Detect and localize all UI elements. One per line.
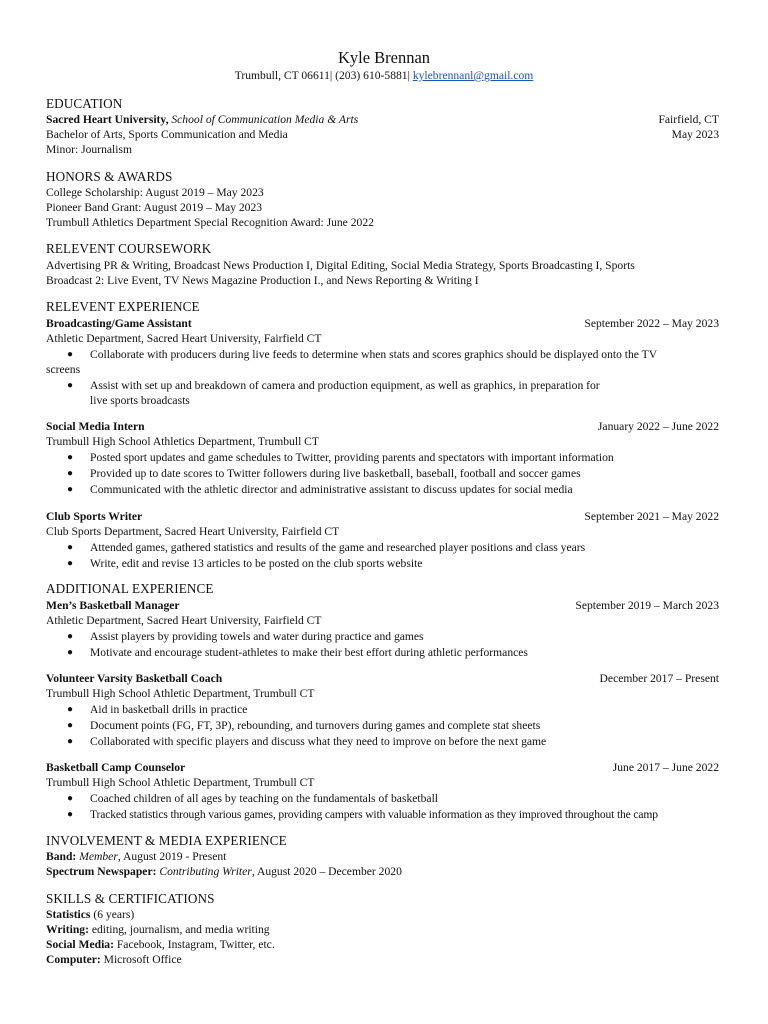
skill-detail: Facebook, Instagram, Twitter, etc. bbox=[113, 938, 275, 951]
job-dates: January 2022 – June 2022 bbox=[597, 420, 719, 433]
job-bullet: Attended games, gathered statistics and results of the game and researched player positions and class years bbox=[90, 541, 586, 554]
experience-heading: RELEVENT EXPERIENCE bbox=[46, 299, 200, 314]
job-organization: Athletic Department, Sacred Heart University, Fairfield CT bbox=[46, 332, 322, 345]
job-dates: September 2019 – March 2023 bbox=[575, 599, 719, 612]
job-organization: Trumbull High School Athletics Department, Trumbull CT bbox=[46, 435, 320, 448]
bullet-icon: ● bbox=[67, 380, 74, 391]
job-bullet: Document points (FG, FT, 3P), rebounding, and turnovers during games and complete stat sheets bbox=[90, 719, 541, 732]
job-bullet-continuation: live sports broadcasts bbox=[90, 394, 190, 407]
skill-label: Social Media: bbox=[46, 938, 114, 951]
honors-heading: HONORS & AWARDS bbox=[46, 169, 173, 184]
skill-label: Statistics bbox=[46, 908, 91, 921]
job-organization: Trumbull High School Athletic Department, Trumbull CT bbox=[46, 687, 315, 700]
bullet-icon: ● bbox=[67, 720, 74, 731]
bullet-icon: ● bbox=[67, 349, 74, 360]
resume-name: Kyle Brennan bbox=[337, 48, 431, 67]
contact-line bbox=[0, 68, 768, 83]
skill-item bbox=[46, 907, 134, 922]
bullet-icon: ● bbox=[67, 468, 74, 479]
bullet-icon: ● bbox=[67, 484, 74, 495]
education-degree: Bachelor of Arts, Sports Communication and Media bbox=[46, 128, 288, 141]
job-title: Social Media Intern bbox=[46, 420, 145, 433]
job-organization: Athletic Department, Sacred Heart University, Fairfield CT bbox=[46, 614, 322, 627]
coursework-line: Broadcast 2: Live Event, TV News Magazine Production I., and News Reporting & Writing I bbox=[46, 274, 479, 287]
job-dates: June 2017 – June 2022 bbox=[612, 761, 719, 774]
honor-item: Trumbull Athletics Department Special Recognition Award: June 2022 bbox=[46, 216, 374, 229]
involvement-label: Band: bbox=[46, 850, 77, 863]
involvement-label: Spectrum Newspaper: bbox=[46, 865, 157, 878]
involvement-item bbox=[46, 849, 226, 864]
job-bullet: Tracked statistics through various games, providing campers with valuable information as they improved throughout the camp bbox=[90, 808, 658, 821]
job-title: Broadcasting/Game Assistant bbox=[46, 317, 192, 330]
job-bullet: Coached children of all ages by teaching on the fundamentals of basketball bbox=[90, 792, 439, 805]
education-location: Fairfield, CT bbox=[658, 113, 719, 126]
involvement-dates: , August 2020 – December 2020 bbox=[251, 865, 402, 878]
skills-heading: SKILLS & CERTIFICATIONS bbox=[46, 891, 215, 906]
job-bullet: Motivate and encourage student-athletes to make their best effort during athletic performances bbox=[90, 646, 528, 659]
involvement-heading: INVOLVEMENT & MEDIA EXPERIENCE bbox=[46, 833, 287, 848]
skill-detail: (6 years) bbox=[90, 908, 135, 921]
contact-info: Trumbull, CT 06611| (203) 610-5881| bbox=[234, 69, 413, 82]
education-heading: EDUCATION bbox=[46, 96, 123, 111]
job-bullet: Assist with set up and breakdown of camera and production equipment, as well as graphics, in preparation for bbox=[90, 379, 600, 392]
job-dates: December 2017 – Present bbox=[599, 672, 719, 685]
coursework-heading: RELEVENT COURSEWORK bbox=[46, 241, 212, 256]
job-dates: September 2021 – May 2022 bbox=[584, 510, 719, 523]
skill-item bbox=[46, 952, 182, 967]
involvement-item bbox=[46, 864, 402, 879]
skill-detail: editing, journalism, and media writing bbox=[88, 923, 270, 936]
job-bullet: Posted sport updates and game schedules to Twitter, providing parents and spectators with important information bbox=[90, 451, 614, 464]
honor-item: Pioneer Band Grant: August 2019 – May 2023 bbox=[46, 201, 263, 214]
job-bullet: Collaborate with producers during live feeds to determine when stats and scores graphics should be displayed onto the TV bbox=[90, 348, 658, 361]
skill-label: Computer: bbox=[46, 953, 101, 966]
school-name: Sacred Heart University, bbox=[46, 113, 169, 126]
education-date: May 2023 bbox=[671, 128, 719, 141]
email-link[interactable]: kylebrennanl@gmail.com bbox=[412, 69, 534, 82]
job-bullet: Aid in basketball drills in practice bbox=[90, 703, 248, 716]
bullet-icon: ● bbox=[67, 452, 74, 463]
involvement-role: Member bbox=[79, 850, 118, 863]
job-bullet: Provided up to date scores to Twitter followers during live basketball, baseball, football and soccer games bbox=[90, 467, 581, 480]
bullet-icon: ● bbox=[67, 736, 74, 747]
job-organization: Trumbull High School Athletic Department, Trumbull CT bbox=[46, 776, 315, 789]
job-bullet: Communicated with the athletic director and administrative assistant to discuss updates for social media bbox=[90, 483, 573, 496]
involvement-dates: , August 2019 - Present bbox=[117, 850, 227, 863]
bullet-icon: ● bbox=[67, 542, 74, 553]
job-bullet: Write, edit and revise 13 articles to be posted on the club sports website bbox=[90, 557, 423, 570]
skill-label: Writing: bbox=[46, 923, 89, 936]
job-title: Basketball Camp Counselor bbox=[46, 761, 186, 774]
job-title: Volunteer Varsity Basketball Coach bbox=[46, 672, 223, 685]
skill-item bbox=[46, 922, 270, 937]
job-organization: Club Sports Department, Sacred Heart University, Fairfield CT bbox=[46, 525, 340, 538]
bullet-icon: ● bbox=[67, 809, 74, 820]
skill-detail: Microsoft Office bbox=[100, 953, 182, 966]
bullet-icon: ● bbox=[67, 793, 74, 804]
involvement-role: Contributing Writer bbox=[159, 865, 252, 878]
education-minor: Minor: Journalism bbox=[46, 143, 132, 156]
job-bullet: Collaborated with specific players and discuss what they need to improve on before the next game bbox=[90, 735, 547, 748]
honor-item: College Scholarship: August 2019 – May 2023 bbox=[46, 186, 264, 199]
bullet-icon: ● bbox=[67, 647, 74, 658]
additional-heading: ADDITIONAL EXPERIENCE bbox=[46, 581, 214, 596]
job-bullet-continuation: screens bbox=[46, 363, 81, 376]
skill-item bbox=[46, 937, 275, 952]
bullet-icon: ● bbox=[67, 704, 74, 715]
job-bullet: Assist players by providing towels and water during practice and games bbox=[90, 630, 424, 643]
job-title: Men’s Basketball Manager bbox=[46, 599, 180, 612]
job-title: Club Sports Writer bbox=[46, 510, 143, 523]
coursework-line: Advertising PR & Writing, Broadcast News Production I, Digital Editing, Social Media Strategy, Sports Broadcasting I, Sports bbox=[46, 259, 635, 272]
bullet-icon: ● bbox=[67, 631, 74, 642]
education-school-line bbox=[46, 112, 358, 127]
bullet-icon: ● bbox=[67, 558, 74, 569]
school-division: School of Communication Media & Arts bbox=[168, 113, 359, 126]
job-dates: September 2022 – May 2023 bbox=[584, 317, 719, 330]
